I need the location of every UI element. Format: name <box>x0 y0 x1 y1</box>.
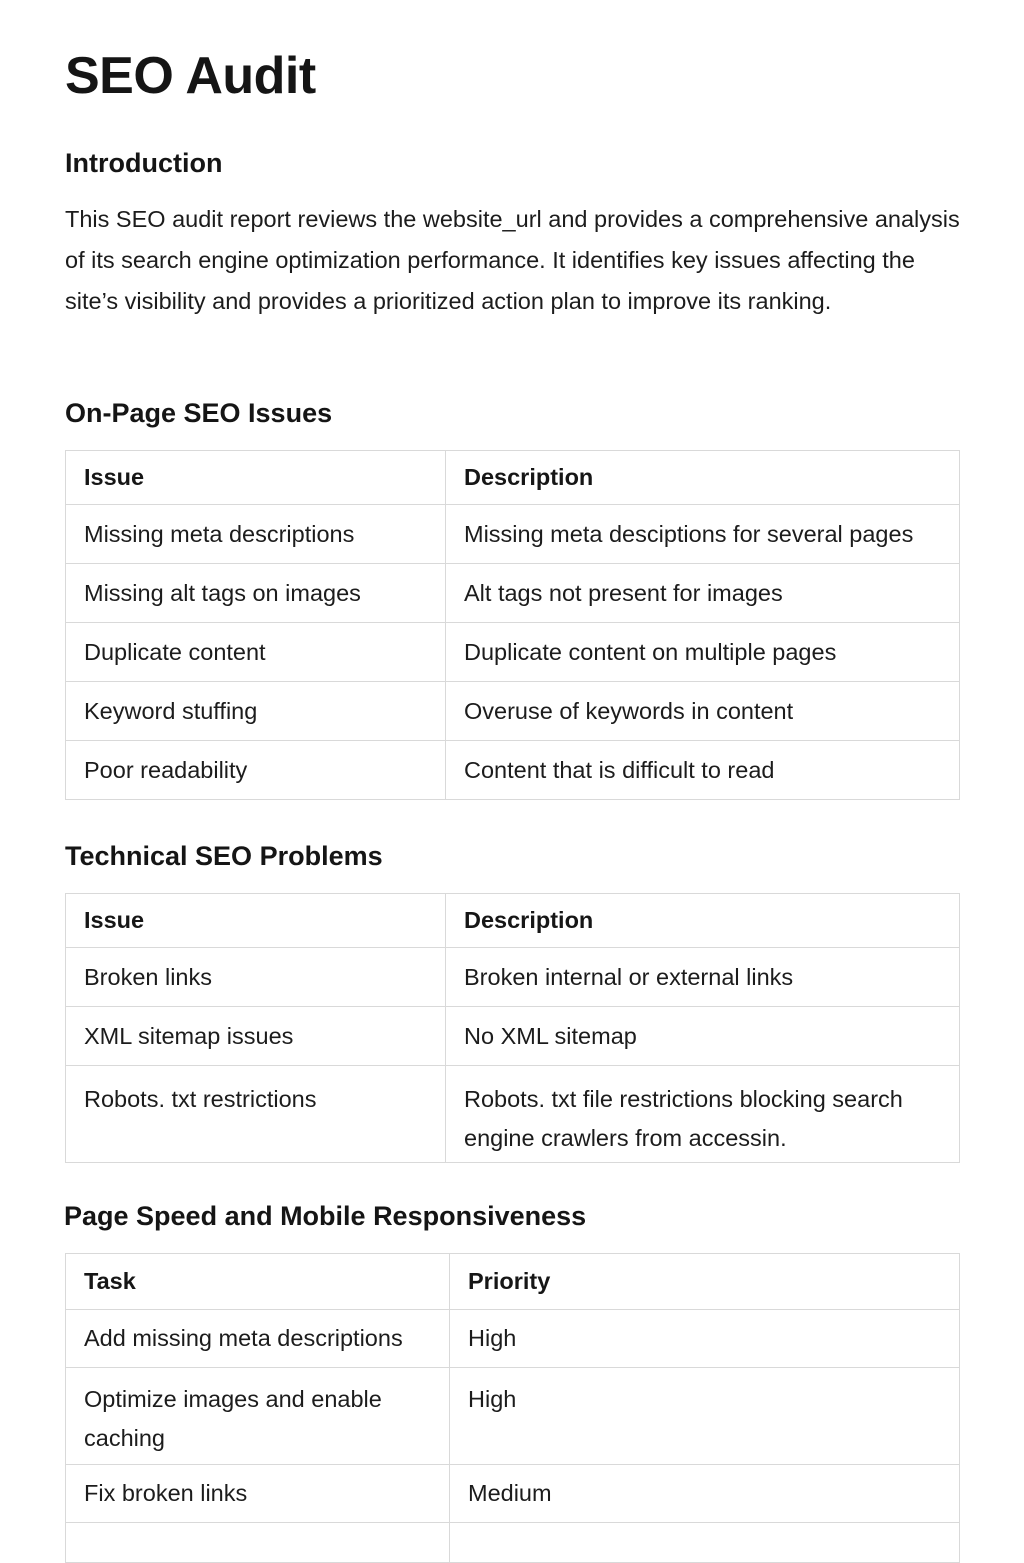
introduction-heading: Introduction <box>65 148 223 178</box>
priority-cell <box>450 1523 960 1563</box>
issue-cell: Duplicate content <box>66 623 446 682</box>
table-row <box>66 1007 960 1066</box>
task-cell: Add missing meta descriptions <box>66 1310 450 1368</box>
issue-cell: XML sitemap issues <box>66 1007 446 1066</box>
on-page-heading: On-Page SEO Issues <box>65 398 333 428</box>
table-row <box>66 1310 960 1368</box>
issue-cell: Poor readability <box>66 741 446 800</box>
column-header-description: Description <box>446 894 960 948</box>
description-cell: Content that is difficult to read <box>446 741 960 800</box>
task-cell <box>66 1523 450 1563</box>
description-cell: Missing meta desciptions for several pages <box>446 505 960 564</box>
column-header-description: Description <box>446 451 960 505</box>
column-header-priority: Priority <box>450 1254 960 1310</box>
column-header-issue: Issue <box>66 894 446 948</box>
column-header-task: Task <box>66 1254 450 1310</box>
table-row <box>66 741 960 800</box>
issue-cell: Missing alt tags on images <box>66 564 446 623</box>
description-cell: Robots. txt file restrictions blocking search engine crawlers from accessin. <box>446 1066 960 1163</box>
table-row <box>66 1465 960 1523</box>
description-cell: Alt tags not present for images <box>446 564 960 623</box>
page-speed-heading: Page Speed and Mobile Responsiveness <box>64 1201 587 1231</box>
table-row <box>66 505 960 564</box>
on-page-issues-table <box>65 450 960 800</box>
priority-cell: High <box>450 1310 960 1368</box>
issue-cell: Broken links <box>66 948 446 1007</box>
table-row <box>66 948 960 1007</box>
description-cell: Duplicate content on multiple pages <box>446 623 960 682</box>
task-cell: Optimize images and enable caching <box>66 1368 450 1465</box>
page-title: SEO Audit <box>65 47 316 105</box>
priority-cell: High <box>450 1368 960 1465</box>
description-cell: Broken internal or external links <box>446 948 960 1007</box>
table-row <box>66 682 960 741</box>
table-header-row <box>66 1254 960 1310</box>
description-cell: Overuse of keywords in content <box>446 682 960 741</box>
table-row <box>66 1523 960 1563</box>
table-row <box>66 623 960 682</box>
page-speed-table <box>65 1253 960 1563</box>
description-cell: No XML sitemap <box>446 1007 960 1066</box>
introduction-text: This SEO audit report reviews the website_url and provides a comprehensive analysis of its search engine optimization performance. It identifies key issues affecting the site’s visibility and provides a prioritized action plan to improve its ranking. <box>65 206 960 314</box>
issue-cell: Missing meta descriptions <box>66 505 446 564</box>
task-cell: Fix broken links <box>66 1465 450 1523</box>
table-header-row <box>66 451 960 505</box>
table-row <box>66 1066 960 1163</box>
technical-heading: Technical SEO Problems <box>65 841 383 871</box>
priority-cell: Medium <box>450 1465 960 1523</box>
issue-cell: Keyword stuffing <box>66 682 446 741</box>
table-row <box>66 1368 960 1465</box>
technical-problems-table <box>65 893 960 1163</box>
table-row <box>66 564 960 623</box>
table-header-row <box>66 894 960 948</box>
column-header-issue: Issue <box>66 451 446 505</box>
issue-cell: Robots. txt restrictions <box>66 1066 446 1163</box>
